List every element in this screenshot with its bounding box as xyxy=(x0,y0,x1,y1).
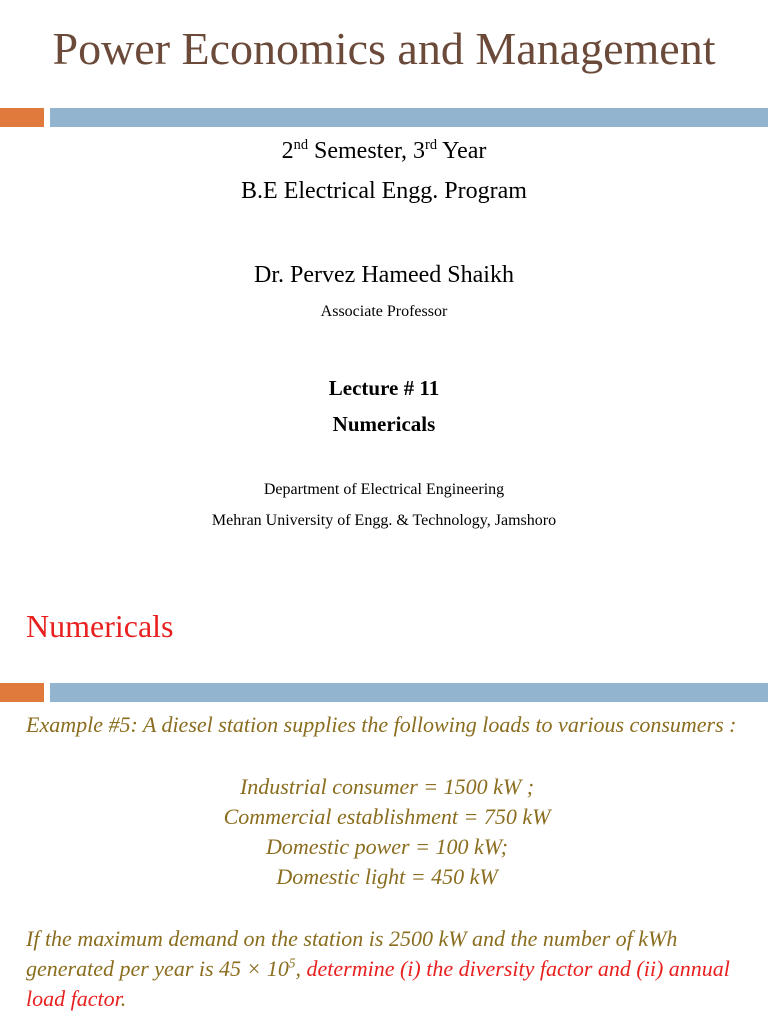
semester-prefix: 2 xyxy=(281,138,294,164)
author-position: Associate Professor xyxy=(320,303,448,320)
accent-bar-orange-2 xyxy=(0,683,44,702)
question-part-1: If the maximum demand on the station is 2500 kW and the number of kWh generated per year is 45 × 10 xyxy=(26,926,678,981)
numericals-slide xyxy=(0,512,768,1024)
load-list xyxy=(26,772,748,892)
question-text xyxy=(26,924,748,1014)
semester-suffix: Year xyxy=(437,138,487,164)
question-highlight: determine (i) the diversity factor and (ii) annual load factor xyxy=(26,956,730,1011)
example-intro: Example #5: A diesel station supplies the following loads to various consumers : xyxy=(26,712,737,737)
author-name: Dr. Pervez Hameed Shaikh xyxy=(254,262,514,288)
program-line: B.E Electrical Engg. Program xyxy=(241,178,527,204)
section-title: Numericals xyxy=(26,608,174,644)
load-item: Domestic power = 100 kW; xyxy=(266,834,508,859)
load-item: Domestic light = 450 kW xyxy=(276,864,498,889)
load-item: Industrial consumer = 1500 kW ; xyxy=(239,774,535,799)
semester-mid: Semester, 3 xyxy=(308,138,426,164)
university-line: Mehran University of Engg. & Technology, Jamshoro xyxy=(211,512,557,529)
question-part-2: , xyxy=(295,956,307,981)
accent-bar-blue-2 xyxy=(50,683,768,702)
semester-line xyxy=(0,138,768,165)
question-end: . xyxy=(120,986,127,1011)
slide-title: Power Economics and Management xyxy=(52,23,716,74)
lecture-number: Lecture # 11 xyxy=(328,376,440,400)
question-exponent: 5 xyxy=(288,955,296,971)
lecture-topic: Numericals xyxy=(332,412,436,436)
department-line: Department of Electrical Engineering xyxy=(263,481,505,498)
semester-sup-2: rd xyxy=(425,137,438,153)
accent-bar-blue xyxy=(50,108,768,127)
accent-bar-orange xyxy=(0,108,44,127)
load-item: Commercial establishment = 750 kW xyxy=(223,804,551,829)
semester-sup-1: nd xyxy=(293,137,309,153)
